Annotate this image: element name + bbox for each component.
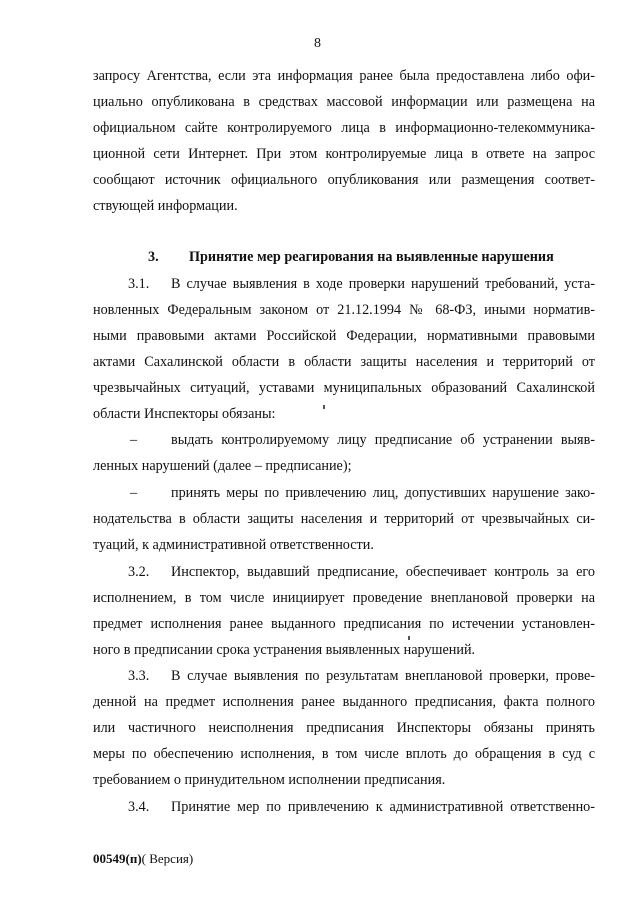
dash-bullet: –: [130, 432, 138, 448]
clause-number-3-4: 3.4.: [128, 799, 150, 815]
paragraph-line: области Инспекторы обязаны:: [93, 406, 276, 422]
scan-speck: [408, 636, 410, 640]
paragraph-line: циально опубликована в средствах массовой информации или размещена на: [93, 94, 595, 110]
paragraph-line: выдать контролируемому лицу предписание об устранении выяв-: [171, 432, 595, 448]
page-number: 8: [314, 36, 321, 51]
paragraph-line: туаций, к административной ответственности.: [93, 537, 374, 553]
document-code: 00549(п): [93, 851, 142, 866]
paragraph-line: В случае выявления по результатам внеплановой проверки, прове-: [171, 668, 595, 684]
paragraph-line: чрезвычайных ситуаций, уставами муниципальных образований Сахалинской: [93, 380, 595, 396]
dash-bullet: –: [130, 485, 138, 501]
paragraph-line: предмет исполнения ранее выданного предписания по истечении установлен-: [93, 616, 595, 632]
paragraph-line: актами Сахалинской области в области защиты населения и территорий от: [93, 354, 595, 370]
section-title: Принятие мер реагирования на выявленные нарушения: [189, 249, 554, 265]
scan-speck: [323, 405, 325, 409]
paragraph-line: В случае выявления в ходе проверки нарушений требований, уста-: [171, 276, 595, 292]
document-version: ( Версия): [141, 851, 194, 866]
paragraph-line: ного в предписании срока устранения выявленных нарушений.: [93, 642, 476, 658]
paragraph-line: исполнением, в том числе инициирует проведение внеплановой проверки на: [93, 590, 595, 606]
paragraph-line: ствующей информации.: [93, 198, 238, 214]
paragraph-line: сообщают источник официального опубликования или размещения соответ-: [93, 172, 595, 188]
paragraph-line: принять меры по привлечению лиц, допустивших нарушение зако-: [171, 485, 595, 501]
paragraph-line: Инспектор, выдавший предписание, обеспечивает контроль за его: [171, 564, 595, 580]
clause-number-3-3: 3.3.: [128, 668, 150, 684]
paragraph-line: официальном сайте контролируемого лица в информационно-телекоммуника-: [93, 120, 595, 136]
paragraph-line: ционной сети Интернет. При этом контролируемые лица в ответе на запрос: [93, 146, 595, 162]
paragraph-line: меры по обеспечению исполнения, в том числе вплоть до обращения в суд с: [93, 746, 595, 762]
paragraph-line: ленных нарушений (далее – предписание);: [93, 458, 352, 474]
section-number: 3.: [148, 249, 159, 265]
paragraph-line: запросу Агентства, если эта информация ранее была предоставлена либо офи-: [93, 68, 595, 84]
paragraph-line: требованием о принудительном исполнении предписания.: [93, 772, 446, 788]
paragraph-line: или частичного неисполнения предписания Инспекторы обязаны принять: [93, 720, 595, 736]
paragraph-line: новленных Федеральным законом от 21.12.1994 № 68-ФЗ, иными норматив-: [93, 302, 595, 318]
paragraph-line: денной на предмет исполнения ранее выданного предписания, факта полного: [93, 694, 595, 710]
clause-number-3-1: 3.1.: [128, 276, 150, 292]
clause-number-3-2: 3.2.: [128, 564, 150, 580]
paragraph-line: Принятие мер по привлечению к административной ответственно-: [171, 799, 595, 815]
paragraph-line: ными правовыми актами Российской Федерации, нормативными правовыми: [93, 328, 595, 344]
document-footer: [93, 851, 193, 867]
paragraph-line: нодательства в области защиты населения и территорий от чрезвычайных си-: [93, 511, 595, 527]
